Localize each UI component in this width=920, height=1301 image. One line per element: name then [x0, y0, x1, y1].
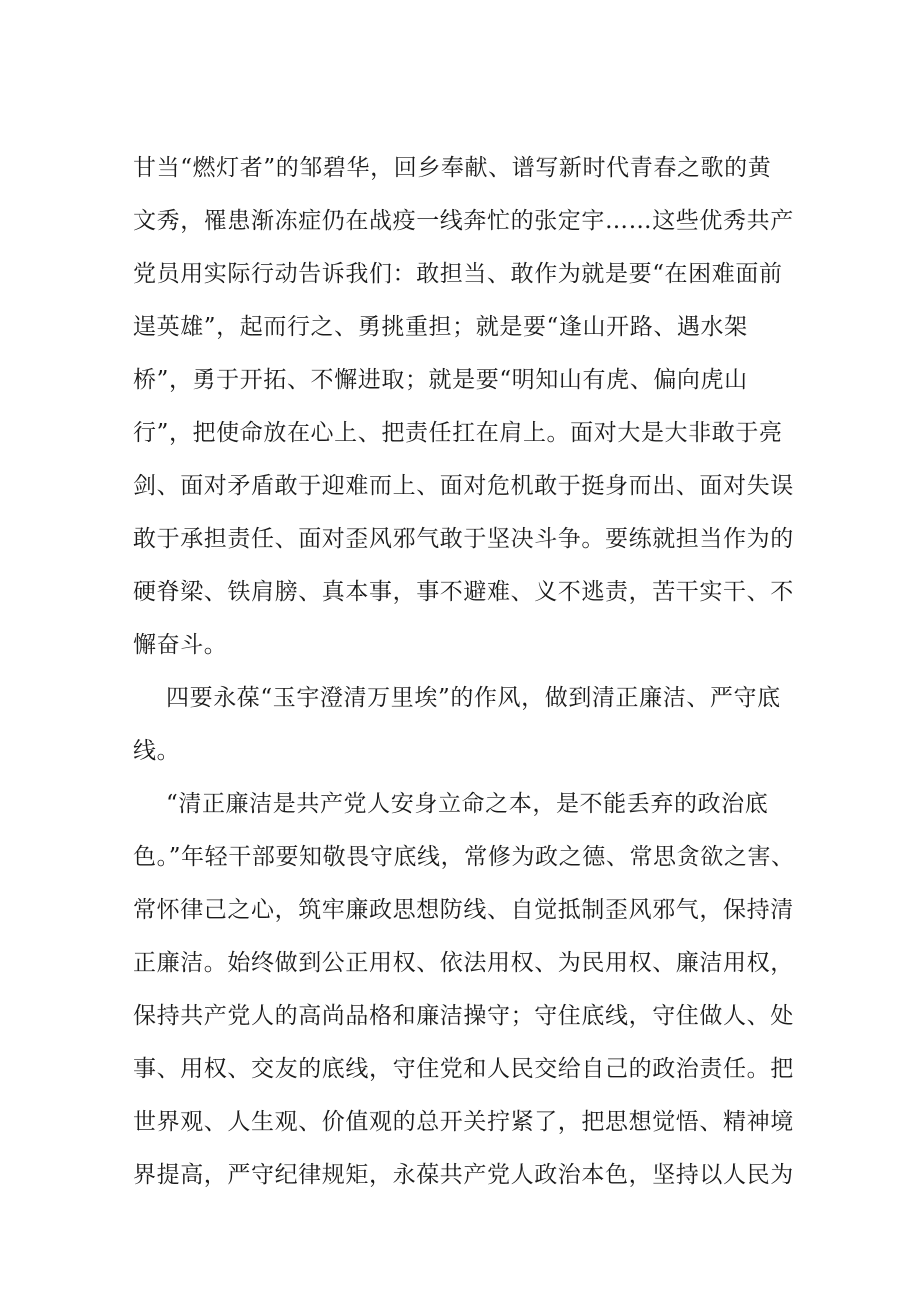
paragraph-line: 剑、面对矛盾敢于迎难而上、面对危机敢于挺身而出、面对失误 [133, 473, 794, 499]
paragraph-line: 桥”，勇于开拓、不懈进取；就是要“明知山有虎、偏向虎山 [133, 367, 748, 393]
paragraph-line: 文秀，罹患渐冻症仍在战疫一线奔忙的张定宇……这些优秀共产 [133, 208, 794, 234]
paragraph-line: 世界观、人生观、价值观的总开关拧紧了，把思想觉悟、精神境 [133, 1109, 794, 1135]
paragraph-line: 事、用权、交友的底线，守住党和人民交给自己的政治责任。把 [133, 1056, 794, 1082]
paragraph-line: 行”，把使命放在心上、把责任扛在肩上。面对大是大非敢于亮 [133, 420, 783, 446]
paragraph-line: 懈奋斗。 [133, 632, 228, 658]
paragraph-line: 硬脊梁、铁肩膀、真本事，事不避难、义不逃责，苦干实干、不 [133, 579, 794, 605]
section-heading-line: 线。 [133, 738, 181, 764]
paragraph-line: 正廉洁。始终做到公正用权、依法用权、为民用权、廉洁用权， [133, 950, 794, 976]
paragraph-line: 常怀律己之心，筑牢廉政思想防线、自觉抵制歪风邪气，保持清 [133, 897, 794, 923]
paragraph-line: 党员用实际行动告诉我们：敢担当、敢作为就是要“在困难面前 [133, 261, 783, 287]
section-heading-line: 四要永葆“玉宇澄清万里埃”的作风，做到清正廉洁、严守底 [166, 685, 781, 711]
paragraph-line: 逞英雄”，起而行之、勇挑重担；就是要“逢山开路、遇水架 [133, 314, 748, 340]
paragraph-line: 界提高，严守纪律规矩，永葆共产党人政治本色，坚持以人民为 [133, 1162, 794, 1188]
paragraph-line: “清正廉洁是共产党人安身立命之本，是不能丢弃的政治底 [166, 791, 769, 817]
paragraph-line: 甘当“燃灯者”的邹碧华，回乡奉献、谱写新时代青春之歌的黄 [133, 155, 772, 181]
paragraph-line: 保持共产党人的高尚品格和廉洁操守；守住底线，守住做人、处 [133, 1003, 794, 1029]
paragraph-line: 敢于承担责任、面对歪风邪气敢于坚决斗争。要练就担当作为的 [133, 526, 794, 552]
paragraph-line: 色。”年轻干部要知敬畏守底线，常修为政之德、常思贪欲之害、 [133, 844, 795, 870]
